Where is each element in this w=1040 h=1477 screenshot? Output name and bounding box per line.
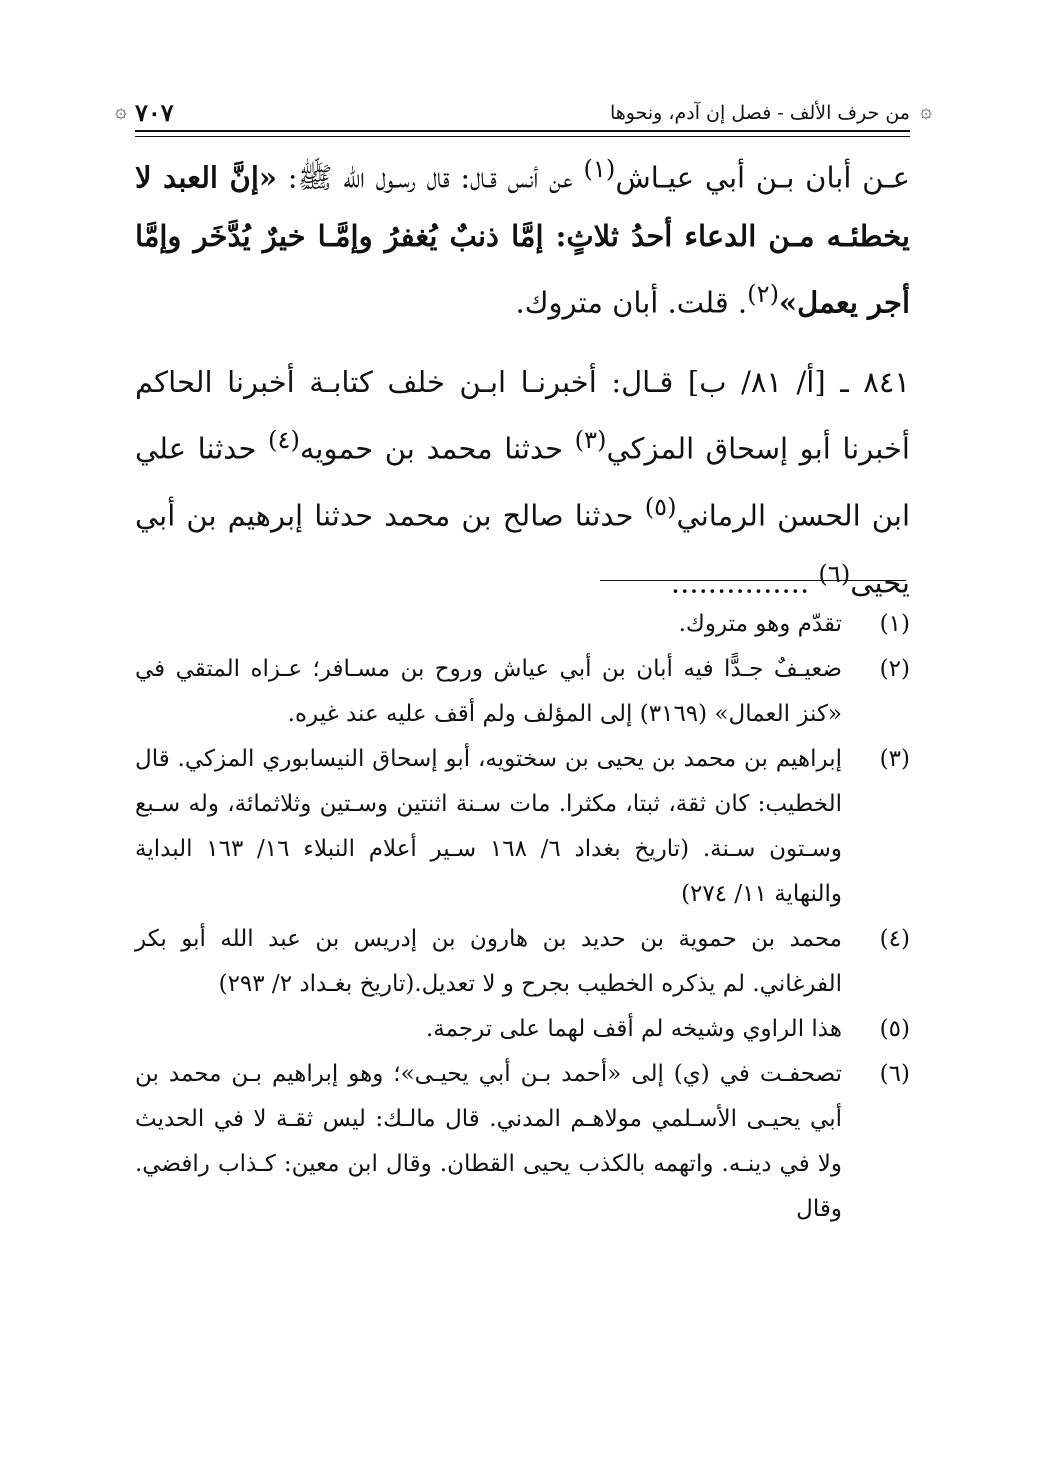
footnote-ref-4: (٤) — [268, 426, 300, 455]
footnote-number: (٦) — [879, 1061, 910, 1087]
footnote-text: هذا الراوي وشيخه لم أقف لهما على ترجمة. — [425, 1016, 842, 1042]
footnote-text: تقدّم وهو متروك. — [678, 611, 842, 637]
continuation-dots: ............... — [670, 565, 819, 600]
footnote-ref-5: (٥) — [644, 492, 677, 521]
footnote-item — [135, 1007, 910, 1052]
isnad-part-b: حدثنا محمد بن حمويه — [299, 431, 575, 466]
footnote-number: (٥) — [879, 1016, 910, 1042]
isnad-part-a: ٨٤١ ـ [أ/ ٨١/ ب] قـال: أخبرنـا ابـن خلف كتابـة أخبرنا الحاكم أخبرنا أبو إسحاق المزكي — [135, 365, 910, 466]
ornament-left-icon: ۞ — [115, 98, 127, 122]
footnote-item — [135, 917, 910, 1007]
footnote-item — [135, 737, 910, 917]
footnote-ref-1: (١) — [583, 155, 616, 183]
main-text — [135, 140, 910, 611]
author-comment: . قلت. أبان متروك. — [515, 285, 748, 320]
hadith-text: «إنَّ العبد لا يخطئـه مـن الدعاء أحدُ ثلاثٍ: إمَّا ذنبٌ يُغفرُ وإمَّـا خيرٌ يُدَّخَر وإمَّا أجر يعمل» — [135, 160, 910, 320]
footnote-ref-3: (٣) — [574, 426, 607, 455]
footnote-item — [135, 647, 910, 737]
footnote-number: (٤) — [879, 926, 910, 952]
footnotes — [135, 602, 910, 1232]
footnote-text: إبراهيم بن محمد بن يحيى بن سختويه، أبو إسحاق النيسابوري المزكي. قال الخطيب: كان ثقة، ثبتا، مكثرا. مات سـنة اثنتين وسـتين وثلاثمائة، وله سـبع وسـتون سـنة. (تاريخ بغداد ٦/ ١٦٨ سـير أعلام النبلاء ١٦/ ١٦٣ البداية والنهاية ١١/ ٢٧٤) — [135, 746, 842, 907]
page-header — [115, 98, 932, 132]
paragraph-841 — [135, 353, 910, 611]
footnote-item — [135, 1052, 910, 1232]
narrator-chain-cont: عن أنس قـال: قال رسـول الله ﷺ: — [277, 160, 584, 195]
header-rule-thin — [135, 136, 910, 137]
footnote-number: (٣) — [879, 746, 910, 772]
footnote-text: تصحفـت في (ي) إلى «أحمد بـن أبي يحيـى»؛ وهو إبراهيم بـن محمد بن أبي يحيـى الأسـلمي مولاهـم المدني. قال مالـك: ليس ثقـة لا في الحديث ولا في دينـه. واتهمه بالكذب يحيى القطان. وقال ابن معين: كـذاب رافضي. وقال — [135, 1061, 842, 1222]
paragraph-840 — [135, 140, 910, 331]
footnote-text: محمد بن حموية بن حديد بن هارون بن إدريس بن عبد الله أبو بكر الفرغاني. لم يذكره الخطيب بجرح و لا تعديل.(تاريخ بغـداد ٢/ ٢٩٣) — [135, 926, 842, 997]
footnote-number: (٢) — [879, 656, 910, 682]
narrator-chain: عـن أبان بـن أبي عيـاش — [615, 160, 910, 195]
footnote-ref-6: (٦) — [818, 559, 851, 588]
footnote-item — [135, 602, 910, 647]
running-title: من حرف الألف - فصل إن آدم، ونحوها — [609, 102, 910, 124]
isnad-part-c: حدثنا علي ابن الحسن الرماني — [135, 431, 910, 533]
footnote-ref-2: (٢) — [747, 279, 779, 308]
footnote-separator — [600, 580, 906, 581]
header-rule — [135, 130, 910, 132]
ornament-right-icon: ۞ — [920, 98, 932, 122]
footnote-text: ضعيـفٌ جـدًّا فيه أبان بن أبي عياش وروح بن مسـافر؛ عـزاه المتقي في «كنز العمال» (٣١٦٩) إلى المؤلف ولم أقف عليه عند غيره. — [135, 656, 842, 727]
footnote-number: (١) — [879, 611, 910, 637]
page-number: ٧٠٧ — [135, 98, 174, 127]
isnad-part-d: حدثنا صالح بن محمد حدثنا إبرهيم بن أبي يحيى — [135, 498, 910, 600]
